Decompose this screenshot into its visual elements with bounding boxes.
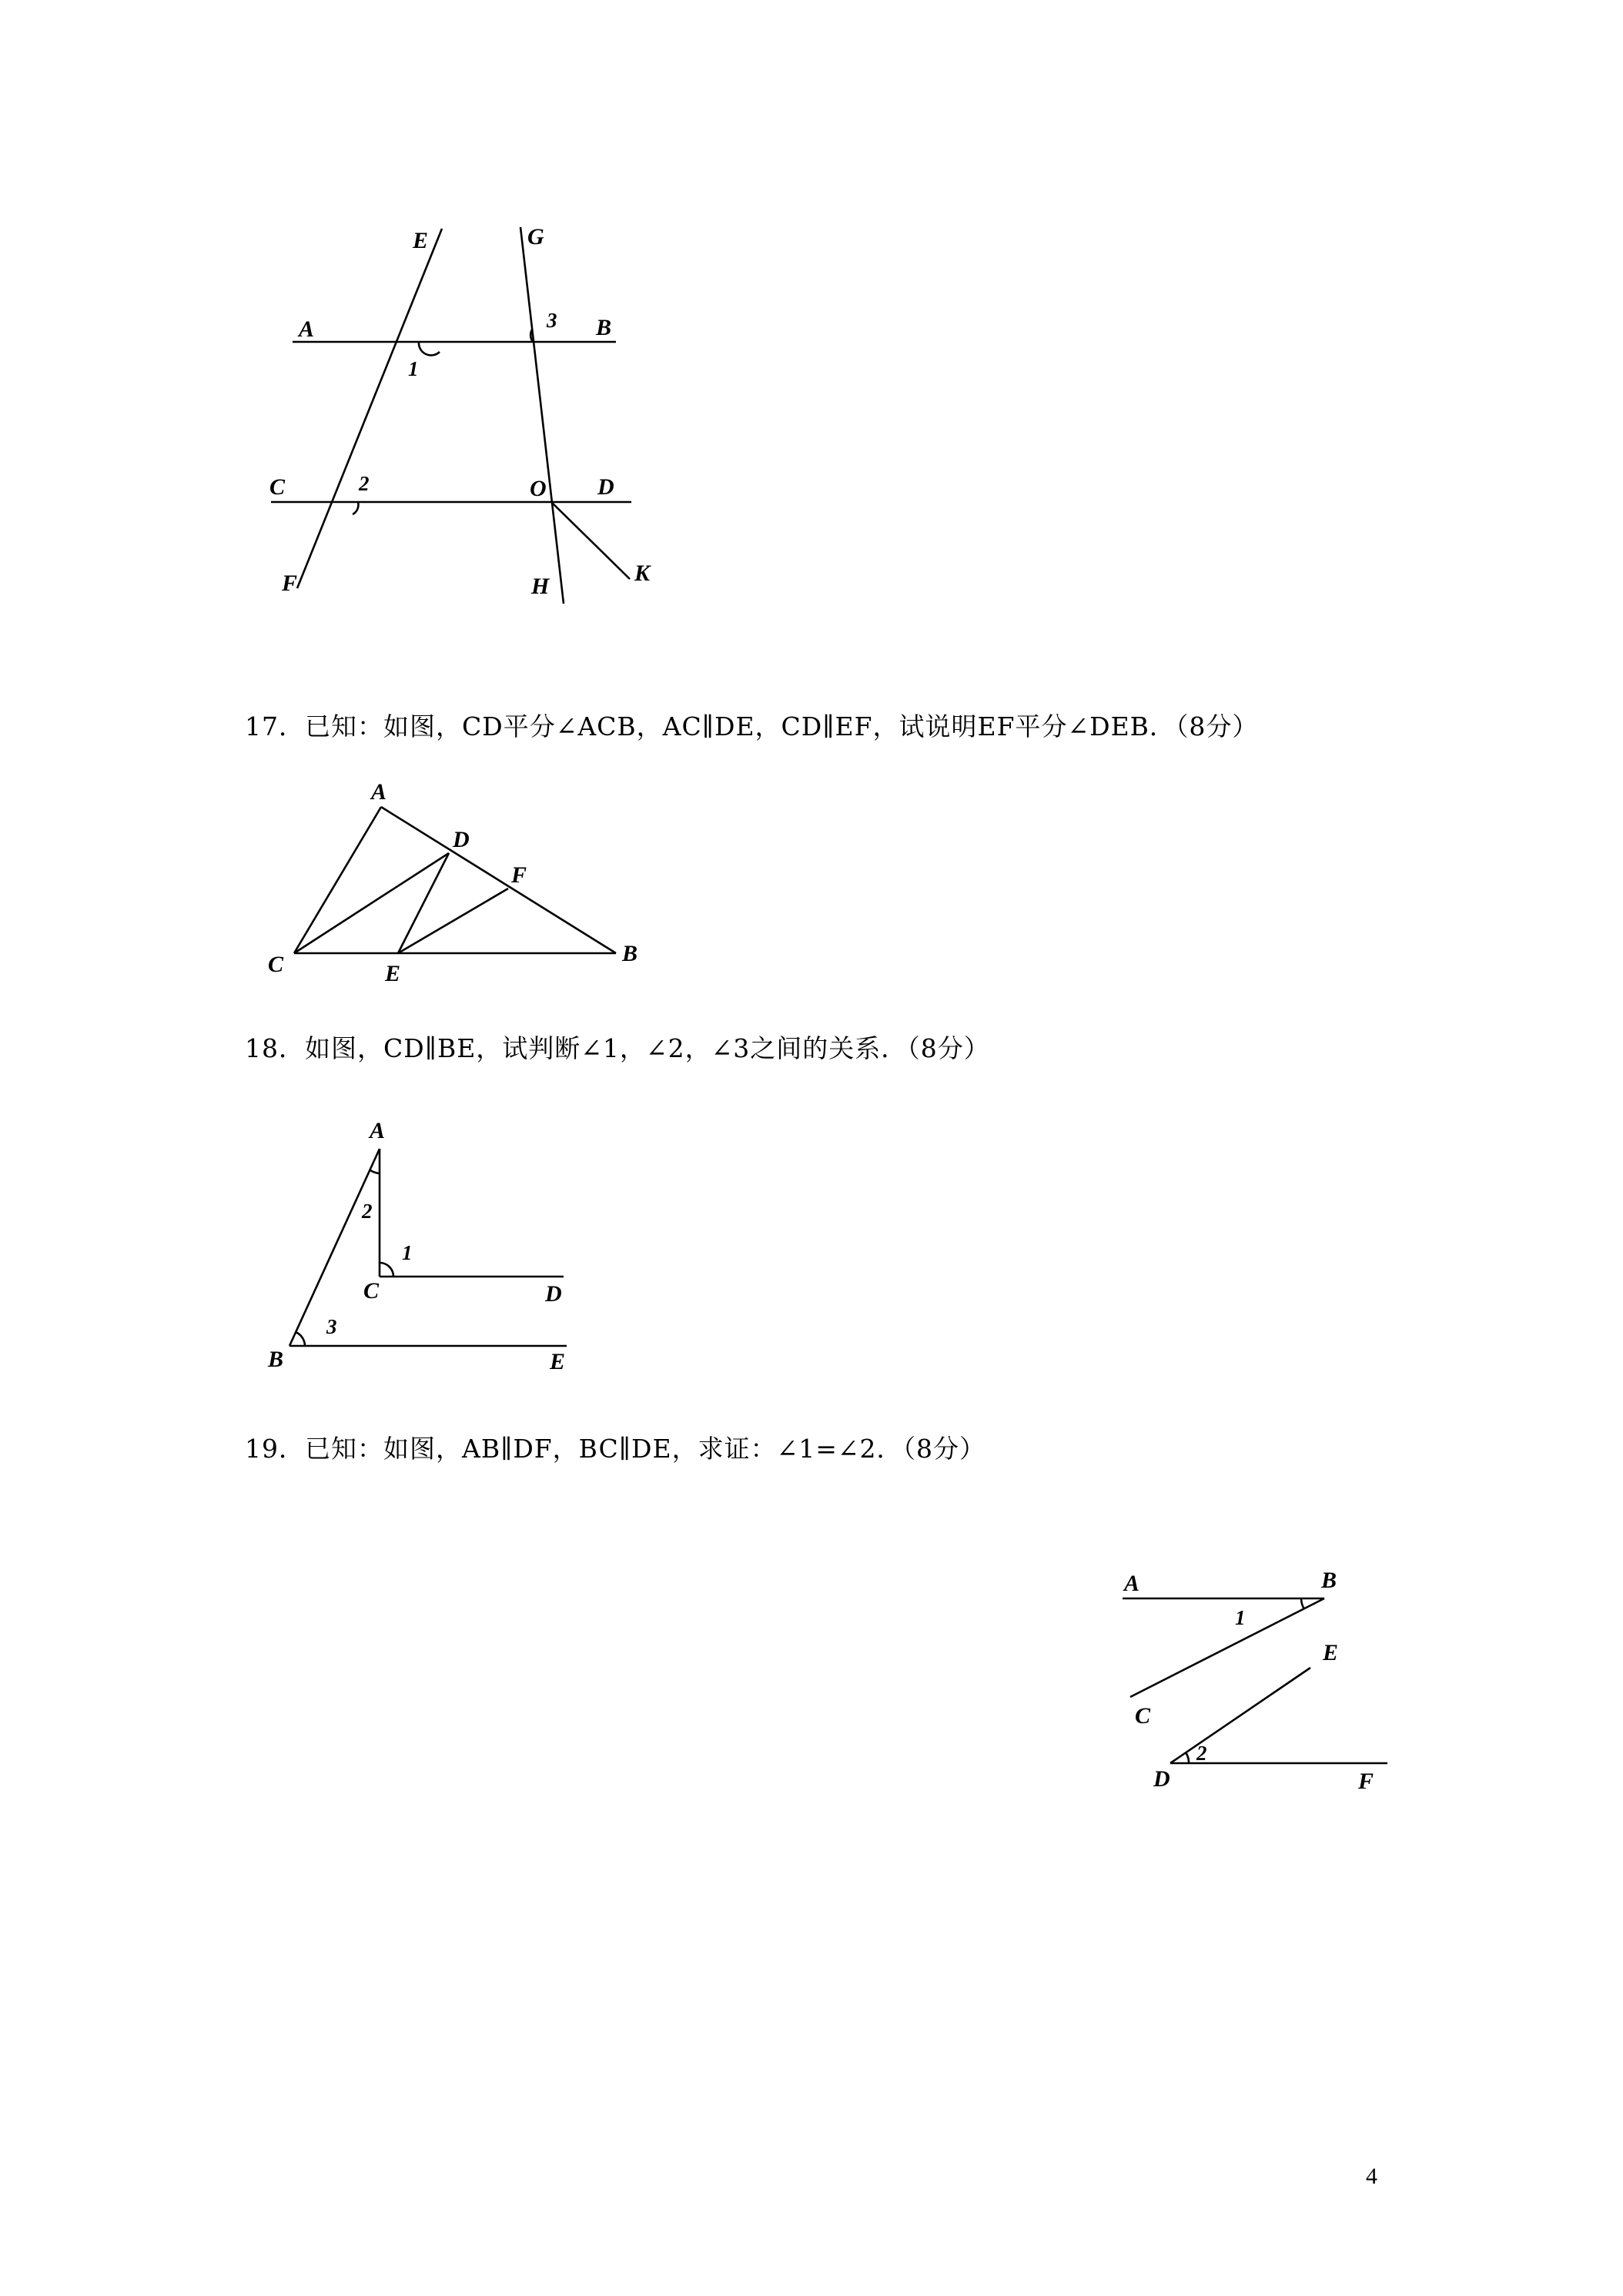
label-angle-1: 1 [1235, 1606, 1246, 1629]
segment-de [1170, 1668, 1310, 1763]
label-angle-1: 1 [402, 1241, 413, 1264]
label-a: A [371, 779, 387, 805]
angle-1-arc [419, 342, 440, 355]
label-c: C [1135, 1703, 1151, 1729]
angle-1-arc [1301, 1598, 1304, 1609]
question-19: 19．已知：如图，AB∥DF，BC∥DE，求证：∠1=∠2．（8分） [245, 1434, 986, 1464]
label-d: D [1153, 1766, 1170, 1792]
label-g: G [527, 224, 544, 249]
label-d: D [453, 827, 470, 852]
segment-bc [1130, 1598, 1324, 1697]
label-a: A [370, 1118, 386, 1143]
label-b: B [268, 1347, 284, 1371]
segment-cd [294, 853, 449, 953]
ray-ok [551, 502, 630, 579]
label-o: O [530, 476, 547, 501]
label-angle-1: 1 [408, 357, 419, 380]
angle-2-arc [370, 1170, 380, 1173]
label-c: C [269, 474, 286, 500]
label-c: C [268, 952, 284, 977]
question-17: 17．已知：如图，CD平分∠ACB，AC∥DE，CD∥EF，试说明EF平分∠DEB．（8分） [245, 711, 1259, 741]
label-e: E [1323, 1640, 1339, 1665]
segment-ab [381, 807, 616, 953]
angle-1-arc [380, 1263, 393, 1277]
label-b: B [622, 941, 638, 966]
label-e: E [550, 1349, 566, 1371]
label-angle-3: 3 [547, 309, 557, 332]
label-e: E [413, 228, 429, 253]
line-gh [520, 227, 564, 604]
label-angle-2: 2 [362, 1200, 373, 1223]
label-a: A [299, 316, 315, 342]
label-angle-2: 2 [359, 472, 370, 495]
angle-2-arc [1186, 1752, 1189, 1763]
label-e: E [385, 961, 401, 986]
label-f: F [1358, 1769, 1374, 1794]
angle-2-arc [353, 502, 358, 514]
figure-parallel-lines-transversals [254, 216, 685, 616]
segment-ca [294, 807, 381, 953]
figure-triangle-acb [254, 770, 654, 1001]
label-d: D [545, 1281, 562, 1307]
label-b: B [596, 315, 612, 340]
label-b: B [1321, 1568, 1337, 1593]
figure-angle-abcde [254, 1109, 593, 1371]
figure-parallel-zigzag [1109, 1555, 1401, 1802]
question-18: 18．如图，CD∥BE，试判断∠1，∠2，∠3之间的关系．（8分） [245, 1033, 990, 1063]
label-a: A [1124, 1571, 1140, 1596]
label-k: K [634, 561, 651, 586]
label-h: H [531, 574, 550, 599]
label-angle-3: 3 [326, 1315, 337, 1338]
label-f: F [282, 571, 298, 596]
label-c: C [363, 1278, 380, 1304]
label-d: D [597, 474, 614, 500]
label-f: F [511, 862, 527, 888]
page-number: 4 [1366, 2164, 1377, 2189]
line-ef [297, 229, 442, 588]
angle-3-arc [296, 1332, 305, 1346]
label-angle-2: 2 [1196, 1742, 1207, 1765]
